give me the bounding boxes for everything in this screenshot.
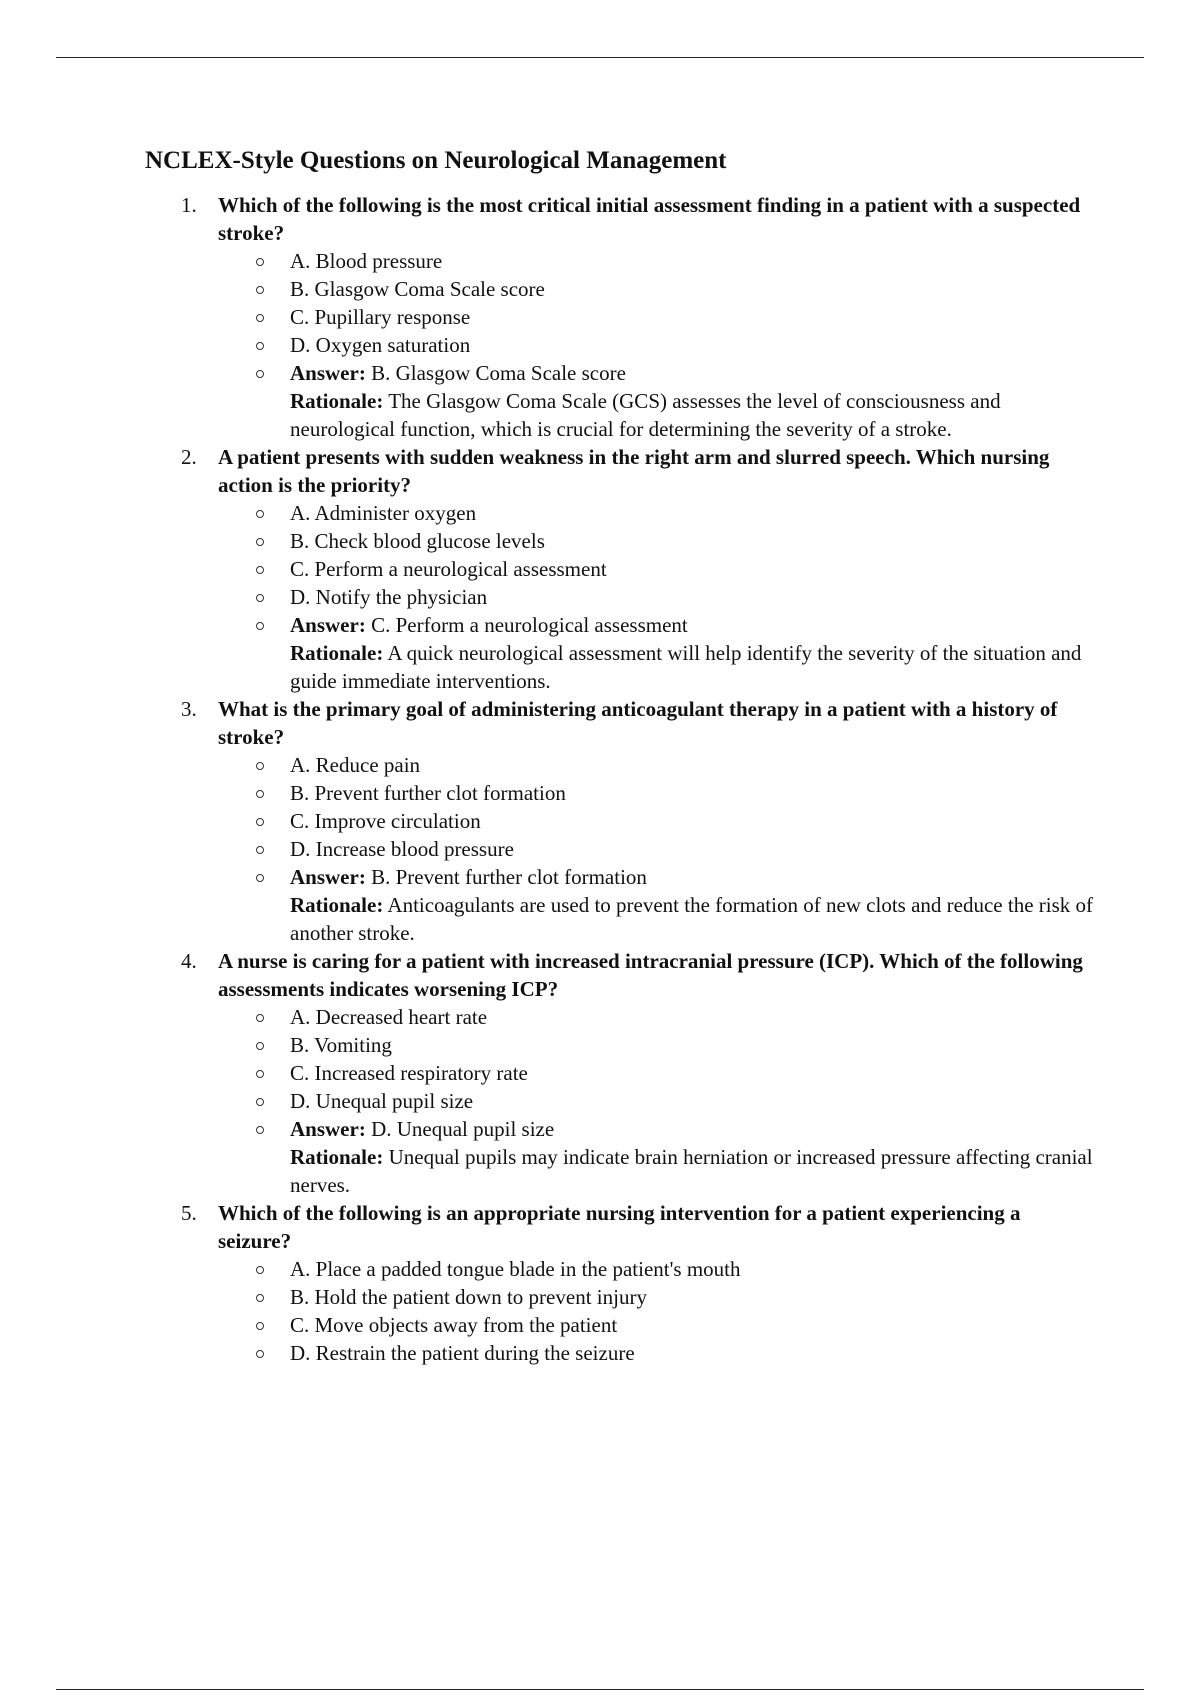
question-number: 3. <box>181 697 197 721</box>
question-number: 1. <box>181 193 197 217</box>
bottom-rule <box>56 1689 1144 1690</box>
question-list <box>145 191 1095 1367</box>
circle-bullet-icon <box>256 342 264 350</box>
option-c <box>290 1059 1095 1087</box>
circle-bullet-icon <box>256 314 264 322</box>
answer-label: Answer: <box>290 613 366 637</box>
option-d <box>290 331 1095 359</box>
option-a <box>290 1003 1095 1031</box>
answer-text: D. Unequal pupil size <box>371 1117 555 1141</box>
question-3 <box>145 695 1095 947</box>
circle-bullet-icon <box>256 1126 264 1134</box>
rationale-label: Rationale: <box>290 1145 384 1169</box>
rationale-text: A quick neurological assessment will help identify the severity of the situation and guide immediate interventions. <box>290 641 1082 693</box>
answer-text: C. Perform a neurological assessment <box>371 613 688 637</box>
question-text: A nurse is caring for a patient with increased intracranial pressure (ICP). Which of the following assessments indicates worsening ICP? <box>218 949 1083 1001</box>
option-d <box>290 583 1095 611</box>
option-text: B. Prevent further clot formation <box>290 781 566 805</box>
rationale-label: Rationale: <box>290 893 384 917</box>
option-text: B. Glasgow Coma Scale score <box>290 277 545 301</box>
option-list <box>218 751 1095 947</box>
circle-bullet-icon <box>256 1014 264 1022</box>
circle-bullet-icon <box>256 370 264 378</box>
circle-bullet-icon <box>256 1098 264 1106</box>
rationale <box>290 639 1095 695</box>
question-text: Which of the following is an appropriate nursing intervention for a patient experiencing a seizure? <box>218 1201 1021 1253</box>
option-text: A. Administer oxygen <box>290 501 477 525</box>
circle-bullet-icon <box>256 538 264 546</box>
rationale-text: Anticoagulants are used to prevent the formation of new clots and reduce the risk of another stroke. <box>290 893 1094 945</box>
rationale-text: The Glasgow Coma Scale (GCS) assesses the level of consciousness and neurological function, which is crucial for determining the severity of a stroke. <box>290 389 1001 441</box>
option-d <box>290 1087 1095 1115</box>
rationale <box>290 1143 1095 1199</box>
option-list <box>218 1003 1095 1199</box>
circle-bullet-icon <box>256 846 264 854</box>
rationale-label: Rationale: <box>290 641 384 665</box>
option-text: D. Oxygen saturation <box>290 333 471 357</box>
answer-label: Answer: <box>290 361 366 385</box>
circle-bullet-icon <box>256 286 264 294</box>
option-b <box>290 527 1095 555</box>
option-text: D. Notify the physician <box>290 585 488 609</box>
option-text: C. Increased respiratory rate <box>290 1061 528 1085</box>
top-rule <box>56 57 1144 58</box>
answer-item <box>290 359 1095 443</box>
circle-bullet-icon <box>256 566 264 574</box>
option-list <box>218 499 1095 695</box>
circle-bullet-icon <box>256 258 264 266</box>
question-text: Which of the following is the most critical initial assessment finding in a patient with a suspected stroke? <box>218 193 1081 245</box>
question-2 <box>145 443 1095 695</box>
answer-label: Answer: <box>290 1117 366 1141</box>
rationale-text: Unequal pupils may indicate brain herniation or increased pressure affecting cranial nerves. <box>290 1145 1093 1197</box>
option-text: A. Decreased heart rate <box>290 1005 488 1029</box>
option-text: A. Place a padded tongue blade in the patient's mouth <box>290 1257 741 1281</box>
option-a <box>290 499 1095 527</box>
circle-bullet-icon <box>256 1294 264 1302</box>
option-c <box>290 1311 1095 1339</box>
question-4 <box>145 947 1095 1199</box>
answer-label: Answer: <box>290 865 366 889</box>
option-c <box>290 807 1095 835</box>
question-1 <box>145 191 1095 443</box>
answer-item <box>290 611 1095 695</box>
circle-bullet-icon <box>256 1042 264 1050</box>
question-number: 2. <box>181 445 197 469</box>
question-number: 5. <box>181 1201 197 1225</box>
option-text: B. Check blood glucose levels <box>290 529 545 553</box>
option-text: C. Improve circulation <box>290 809 481 833</box>
option-text: A. Reduce pain <box>290 753 421 777</box>
option-text: B. Hold the patient down to prevent injury <box>290 1285 647 1309</box>
option-text: D. Unequal pupil size <box>290 1089 474 1113</box>
option-text: C. Perform a neurological assessment <box>290 557 607 581</box>
answer-item <box>290 863 1095 947</box>
option-d <box>290 1339 1095 1367</box>
question-number: 4. <box>181 949 197 973</box>
option-b <box>290 779 1095 807</box>
circle-bullet-icon <box>256 874 264 882</box>
circle-bullet-icon <box>256 1266 264 1274</box>
circle-bullet-icon <box>256 790 264 798</box>
option-b <box>290 275 1095 303</box>
option-list <box>218 247 1095 443</box>
option-a <box>290 247 1095 275</box>
rationale <box>290 387 1095 443</box>
option-text: A. Blood pressure <box>290 249 443 273</box>
option-text: D. Restrain the patient during the seizure <box>290 1341 635 1365</box>
circle-bullet-icon <box>256 1070 264 1078</box>
option-c <box>290 555 1095 583</box>
circle-bullet-icon <box>256 818 264 826</box>
question-text: What is the primary goal of administering anticoagulant therapy in a patient with a history of stroke? <box>218 697 1058 749</box>
document-body <box>145 144 1095 1367</box>
question-5 <box>145 1199 1095 1367</box>
option-a <box>290 1255 1095 1283</box>
option-text: D. Increase blood pressure <box>290 837 514 861</box>
question-text: A patient presents with sudden weakness in the right arm and slurred speech. Which nursing action is the priority? <box>218 445 1050 497</box>
option-a <box>290 751 1095 779</box>
option-text: B. Vomiting <box>290 1033 392 1057</box>
circle-bullet-icon <box>256 594 264 602</box>
rationale-label: Rationale: <box>290 389 384 413</box>
answer-text: B. Prevent further clot formation <box>371 865 647 889</box>
option-b <box>290 1283 1095 1311</box>
option-c <box>290 303 1095 331</box>
circle-bullet-icon <box>256 622 264 630</box>
answer-text: B. Glasgow Coma Scale score <box>371 361 626 385</box>
option-list <box>218 1255 1095 1367</box>
option-b <box>290 1031 1095 1059</box>
document-title: NCLEX-Style Questions on Neurological Management <box>145 147 727 174</box>
option-text: C. Move objects away from the patient <box>290 1313 618 1337</box>
circle-bullet-icon <box>256 510 264 518</box>
circle-bullet-icon <box>256 762 264 770</box>
circle-bullet-icon <box>256 1322 264 1330</box>
answer-item <box>290 1115 1095 1199</box>
circle-bullet-icon <box>256 1350 264 1358</box>
rationale <box>290 891 1095 947</box>
option-d <box>290 835 1095 863</box>
option-text: C. Pupillary response <box>290 305 471 329</box>
